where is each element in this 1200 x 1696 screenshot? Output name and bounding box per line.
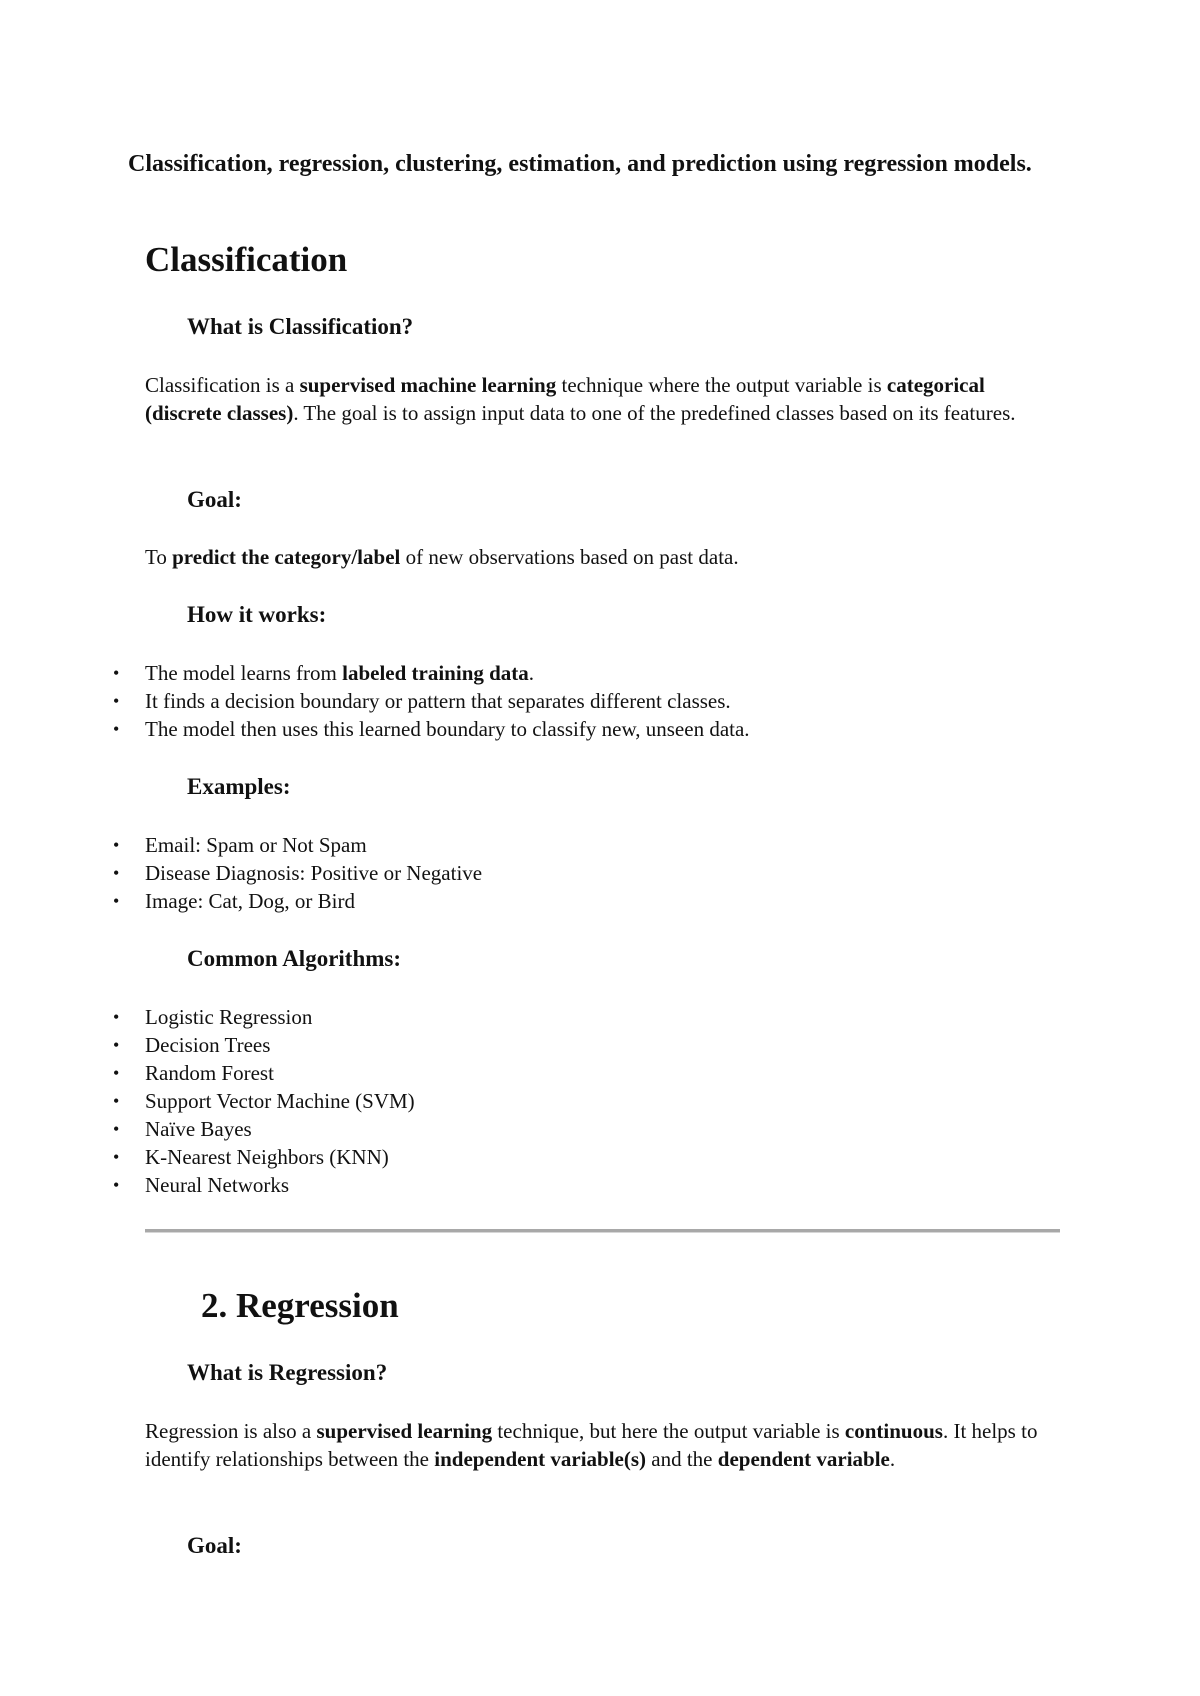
what-is-regression-heading: What is Regression? <box>187 1360 388 1385</box>
bullet-icon: • <box>113 1035 120 1055</box>
classification-definition: Classification is a supervised machine learning technique where the output variable is categorical (discrete classes). The goal is to assign input data to one of the predefined classes based on its features. <box>145 373 1016 425</box>
bullet-icon: • <box>113 691 120 711</box>
bullet-icon: • <box>113 835 120 855</box>
section-divider <box>145 1229 1060 1233</box>
list-item: • Image: Cat, Dog, or Bird <box>113 889 355 913</box>
list-item: • The model learns from labeled training data. <box>113 661 535 685</box>
classification-goal-heading: Goal: <box>187 487 242 512</box>
document-title: Classification, regression, clustering, estimation, and prediction using regression models. <box>128 151 1032 177</box>
how-it-works-list <box>113 659 750 743</box>
list-item: • K-Nearest Neighbors (KNN) <box>113 1145 389 1169</box>
bullet-icon: • <box>113 1091 120 1111</box>
common-algorithms-heading: Common Algorithms: <box>187 946 402 971</box>
bullet-icon: • <box>113 1147 120 1167</box>
classification-goal-text: To predict the category/label of new observations based on past data. <box>145 545 739 569</box>
bullet-icon: • <box>113 1063 120 1083</box>
list-item: • It finds a decision boundary or pattern that separates different classes. <box>113 689 731 713</box>
list-item: • Random Forest <box>113 1061 274 1085</box>
list-item: • Naïve Bayes <box>113 1117 252 1141</box>
list-item: • The model then uses this learned boundary to classify new, unseen data. <box>113 717 750 741</box>
bullet-icon: • <box>113 663 120 683</box>
list-item: • Email: Spam or Not Spam <box>113 833 367 857</box>
list-item: • Neural Networks <box>113 1173 290 1197</box>
how-it-works-heading: How it works: <box>187 602 327 627</box>
bullet-icon: • <box>113 863 120 883</box>
list-item: • Support Vector Machine (SVM) <box>113 1089 415 1113</box>
algorithms-list <box>113 1003 415 1199</box>
examples-heading: Examples: <box>187 774 291 799</box>
list-item: • Logistic Regression <box>113 1005 313 1029</box>
regression-heading: 2. Regression <box>201 1286 399 1325</box>
regression-definition: Regression is also a supervised learning technique, but here the output variable is continuous. It helps to identify relationships between the independent variable(s) and the dependent variable. <box>145 1419 1038 1471</box>
what-is-classification-heading: What is Classification? <box>187 314 414 339</box>
regression-goal-heading: Goal: <box>187 1533 242 1558</box>
bullet-icon: • <box>113 891 120 911</box>
list-item: • Decision Trees <box>113 1033 271 1057</box>
examples-list <box>113 831 483 915</box>
bullet-icon: • <box>113 1119 120 1139</box>
bullet-icon: • <box>113 1007 120 1027</box>
classification-heading: Classification <box>145 240 348 279</box>
bullet-icon: • <box>113 1175 120 1195</box>
list-item: • Disease Diagnosis: Positive or Negative <box>113 861 483 885</box>
bullet-icon: • <box>113 719 120 739</box>
